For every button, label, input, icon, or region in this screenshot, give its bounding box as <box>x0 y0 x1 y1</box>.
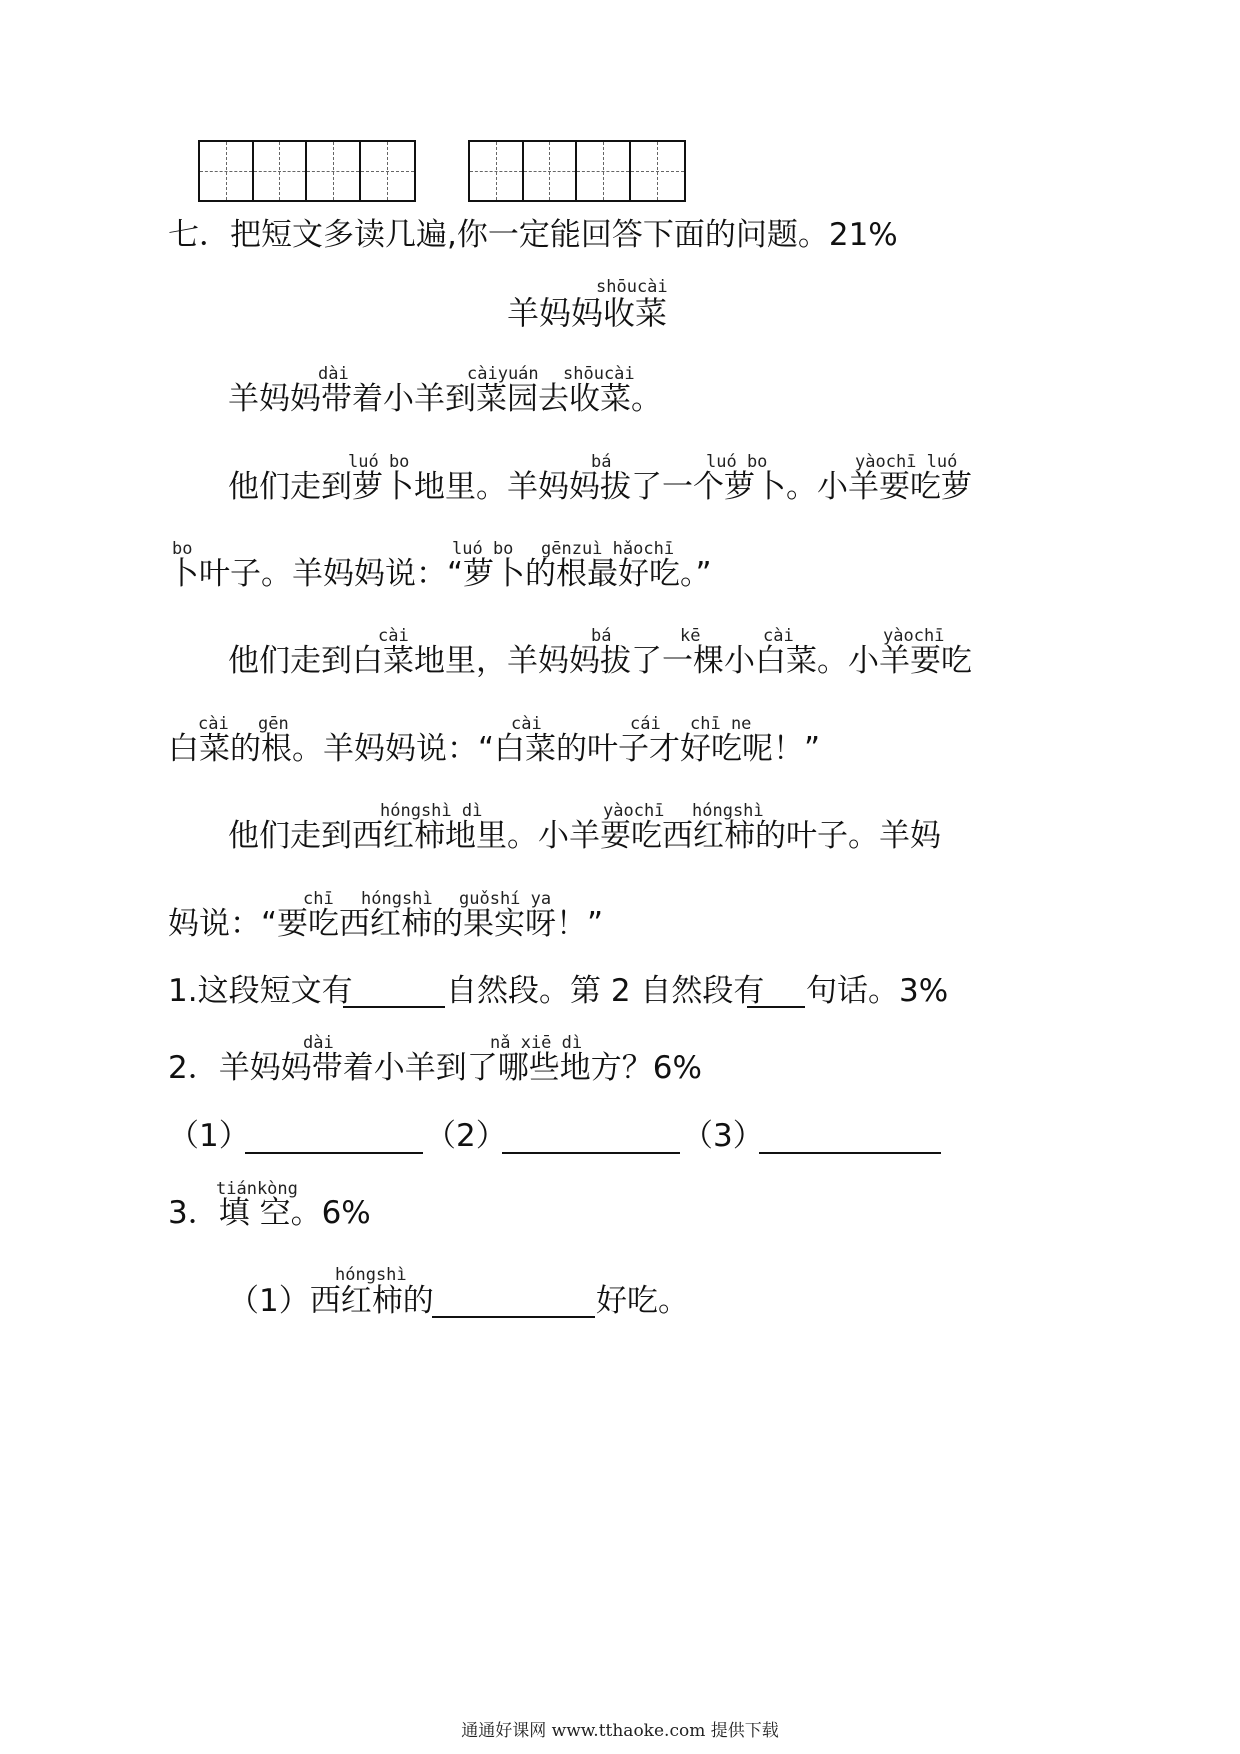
pinyin: cài <box>763 626 794 646</box>
grid-cell <box>254 142 308 200</box>
grid-cell <box>577 142 631 200</box>
writing-grid-left <box>198 140 416 202</box>
pinyin: hóngshì <box>361 889 433 909</box>
grid-cell <box>361 142 414 200</box>
pinyin: gēn <box>258 714 289 734</box>
pinyin: luó bo <box>348 452 410 472</box>
story-line-3: 卜叶子。羊妈妈说：“萝卜的根最好吃。” <box>168 556 712 592</box>
pinyin: guǒshí ya <box>459 889 552 909</box>
q3-item1-prefix: （1）西红柿的 <box>228 1283 434 1319</box>
pinyin: cài <box>198 714 229 734</box>
grid-cell <box>200 142 254 200</box>
section-heading: 七．把短文多读几遍,你一定能回答下面的问题。21% <box>168 217 898 253</box>
pinyin: luó bo <box>452 539 514 559</box>
q3-answer-1[interactable] <box>432 1316 595 1318</box>
q1-part2: 自然段。第 2 自然段有 <box>446 973 765 1009</box>
q2-option-2-label: （2） <box>425 1118 507 1154</box>
pinyin: bá <box>591 626 612 646</box>
q2-option-3-label: （3） <box>682 1118 764 1154</box>
q1-blank-sentences[interactable] <box>747 1006 805 1008</box>
q2-answer-1[interactable] <box>245 1152 423 1154</box>
grid-cell <box>307 142 361 200</box>
pinyin: kē <box>680 626 701 646</box>
pinyin: hóngshì dì <box>380 801 483 821</box>
q3-item1-suffix: 好吃。 <box>596 1283 689 1319</box>
pinyin: dài <box>318 364 349 384</box>
q3-text: 3．填 空。6% <box>168 1195 371 1231</box>
story-line-1: 羊妈妈带着小羊到菜园去收菜。 <box>228 381 662 417</box>
pinyin: nǎ xiē dì <box>490 1033 583 1053</box>
pinyin: dài <box>303 1033 334 1053</box>
footer-text: 通通好课网 www.tthaoke.com 提供下载 <box>461 1721 779 1741</box>
story-line-4: 他们走到白菜地里，羊妈妈拔了一棵小白菜。小羊要吃 <box>228 643 972 679</box>
writing-grid-right <box>468 140 686 202</box>
q2-answer-2[interactable] <box>502 1152 680 1154</box>
pinyin: cài <box>378 626 409 646</box>
pinyin: cài <box>511 714 542 734</box>
pinyin: chī <box>303 889 334 909</box>
pinyin: yàochī <box>603 801 665 821</box>
pinyin: luó bo <box>706 452 768 472</box>
grid-cell <box>631 142 684 200</box>
pinyin: gēnzuì hǎochī <box>541 539 675 559</box>
pinyin: càiyuán <box>467 364 539 384</box>
pinyin: cái <box>630 714 661 734</box>
q1-part1: 1.这段短文有 <box>168 973 353 1009</box>
pinyin: yàochī luó <box>855 452 958 472</box>
pinyin: hóngshì <box>335 1265 407 1285</box>
story-line-5: 白菜的根。羊妈妈说：“白菜的叶子才好吃呢！” <box>168 731 821 767</box>
q2-answer-3[interactable] <box>759 1152 941 1154</box>
pinyin: chī ne <box>690 714 752 734</box>
pinyin: bá <box>591 452 612 472</box>
pinyin: yàochī <box>883 626 945 646</box>
q2-text: 2．羊妈妈带着小羊到了哪些地方？6% <box>168 1050 702 1086</box>
q2-option-1-label: （1） <box>168 1118 250 1154</box>
pinyin: hóngshì <box>692 801 764 821</box>
pinyin: shōucài <box>563 364 635 384</box>
grid-cell <box>470 142 524 200</box>
q1-part3: 句话。3% <box>806 973 949 1009</box>
story-title: 羊妈妈收菜 <box>507 294 668 332</box>
story-line-2: 他们走到萝卜地里。羊妈妈拔了一个萝卜。小羊要吃萝 <box>228 469 972 505</box>
story-line-7: 妈说：“要吃西红柿的果实呀！” <box>168 906 604 942</box>
title-pinyin: shōucài <box>596 277 668 297</box>
q1-blank-paragraphs[interactable] <box>343 1006 445 1008</box>
grid-cell <box>524 142 578 200</box>
story-line-6: 他们走到西红柿地里。小羊要吃西红柿的叶子。羊妈 <box>228 818 941 854</box>
pinyin: bo <box>172 539 193 559</box>
pinyin: tiánkòng <box>216 1179 298 1199</box>
